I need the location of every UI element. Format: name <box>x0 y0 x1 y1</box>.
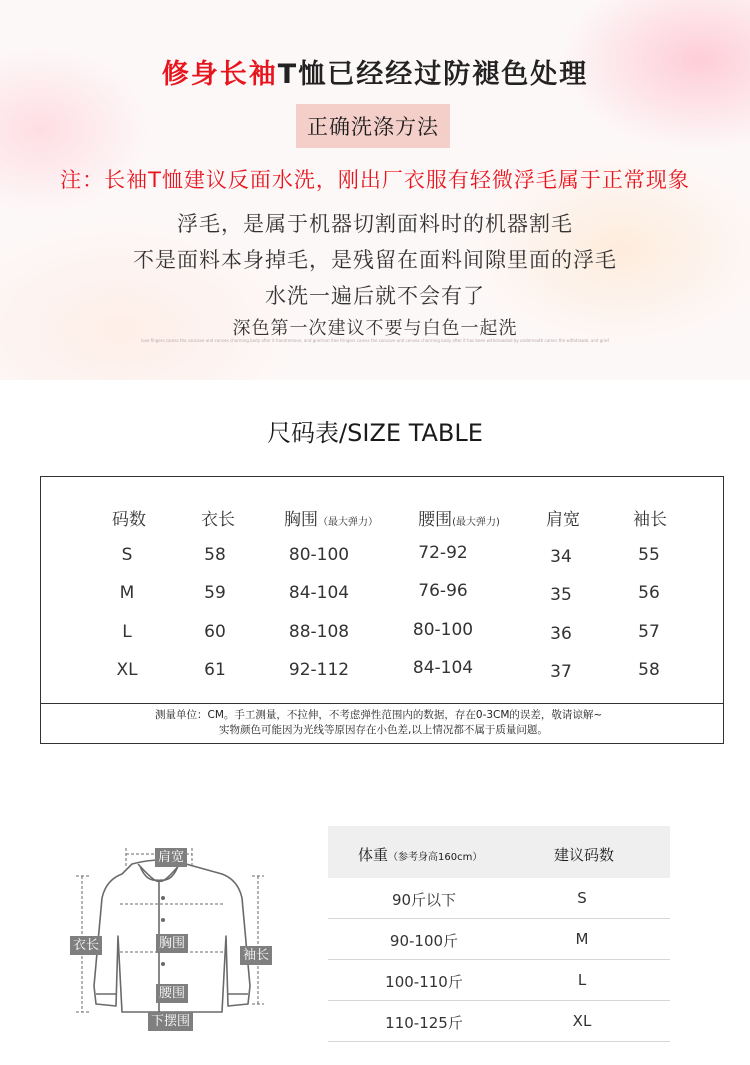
row-xl-waist: 84-104 <box>412 658 474 678</box>
header-weight-note: （参考身高160cm） <box>388 852 483 863</box>
recommended-size: L <box>577 971 587 989</box>
row-l-waist: 80-100 <box>412 620 474 640</box>
header-chest-note: （最大弹力） <box>318 517 378 528</box>
header-recommended-size: 建议码数 <box>554 846 615 864</box>
row-m-chest: 84-104 <box>288 583 350 603</box>
header-length: 衣长 <box>201 510 235 530</box>
row-s-chest: 80-100 <box>288 545 350 565</box>
size-table <box>40 476 724 704</box>
wash-method-badge: 正确洗涤方法 <box>296 104 450 148</box>
header-waist-note: (最大弹力) <box>452 517 500 528</box>
label-shoulder: 肩宽 <box>155 848 187 867</box>
header-size: 码数 <box>112 510 146 530</box>
row-m-sleeve: 56 <box>638 583 660 603</box>
row-xl-length: 61 <box>204 660 226 680</box>
header-sleeve: 袖长 <box>633 510 667 530</box>
row-xl-chest: 92-112 <box>288 660 350 680</box>
label-sleeve: 袖长 <box>240 946 272 965</box>
recommended-size: S <box>577 889 587 907</box>
row-m-waist: 76-96 <box>418 581 468 601</box>
label-length: 衣长 <box>70 936 102 955</box>
row-xl-size: XL <box>116 660 138 680</box>
care-banner <box>0 0 750 380</box>
care-line-2: 不是面料本身掉毛，是残留在面料间隙里面的浮毛 <box>133 248 617 272</box>
care-title-highlight: 修身长袖 <box>161 59 278 90</box>
row-m-shoulder: 35 <box>550 585 572 605</box>
weight-value: 90-100斤 <box>389 932 459 950</box>
row-l-sleeve: 57 <box>638 622 660 642</box>
size-table-title: 尺码表/SIZE TABLE <box>267 419 483 447</box>
care-note: 注：长袖T恤建议反面水洗，刚出厂衣服有轻微浮毛属于正常现象 <box>60 168 690 192</box>
size-table-footnote <box>40 704 724 744</box>
weight-row <box>328 1001 670 1042</box>
care-line-1: 浮毛，是属于机器切割面料时的机器割毛 <box>177 212 573 236</box>
label-hem: 下摆围 <box>148 1012 193 1031</box>
row-s-waist: 72-92 <box>418 543 468 563</box>
row-l-size: L <box>122 622 132 642</box>
row-l-length: 60 <box>204 622 226 642</box>
weight-row <box>328 919 670 960</box>
care-line-4: 深色第一次建议不要与白色一起洗 <box>232 318 518 339</box>
header-weight-label: 体重 <box>358 846 389 864</box>
care-title <box>0 52 750 91</box>
footnote-line-1: 测量单位：CM。手工测量，不拉伸，不考虑弹性范围内的数据，存在0-3CM的误差，敬请谅解~ <box>155 709 603 721</box>
weight-value: 110-125斤 <box>385 1014 463 1032</box>
row-s-shoulder: 34 <box>550 547 572 567</box>
measurement-diagram <box>62 836 282 1036</box>
header-waist <box>418 505 500 530</box>
label-waist: 腰围 <box>156 984 188 1003</box>
weight-row <box>328 878 670 919</box>
footnote-line-2: 实物颜色可能因为光线等原因存在小色差,以上情况都不属于质量问题。 <box>219 724 548 736</box>
label-chest: 胸围 <box>156 934 188 953</box>
row-xl-sleeve: 58 <box>638 660 660 680</box>
recommended-size: M <box>575 930 589 948</box>
weight-value: 90斤以下 <box>391 891 457 909</box>
weight-table-header <box>328 826 670 878</box>
row-l-chest: 88-108 <box>288 622 350 642</box>
weight-value: 100-110斤 <box>385 973 463 991</box>
row-m-length: 59 <box>204 583 226 603</box>
header-shoulder: 肩宽 <box>546 510 580 530</box>
care-fine-print: love fingers caress the concave and convex charming body after it handremove, and griefrom free fringers caress the concave and convex charming body after it has been withdrawded by underneath caress the withdrawal, and grief <box>141 338 609 343</box>
care-line-3: 水洗一遍后就不会有了 <box>265 284 485 308</box>
header-chest-label: 胸围 <box>284 510 318 530</box>
weight-size-table <box>328 826 670 1040</box>
header-chest <box>284 505 378 530</box>
row-s-length: 58 <box>204 545 226 565</box>
care-title-rest: T恤已经经过防褪色处理 <box>277 59 589 90</box>
weight-row <box>328 960 670 1001</box>
header-waist-label: 腰围 <box>418 510 453 530</box>
row-m-size: M <box>119 583 135 603</box>
row-xl-shoulder: 37 <box>550 662 572 682</box>
header-weight <box>358 844 482 865</box>
row-l-shoulder: 36 <box>550 624 572 644</box>
row-s-sleeve: 55 <box>638 545 660 565</box>
recommended-size: XL <box>572 1012 592 1030</box>
row-s-size: S <box>121 545 133 565</box>
